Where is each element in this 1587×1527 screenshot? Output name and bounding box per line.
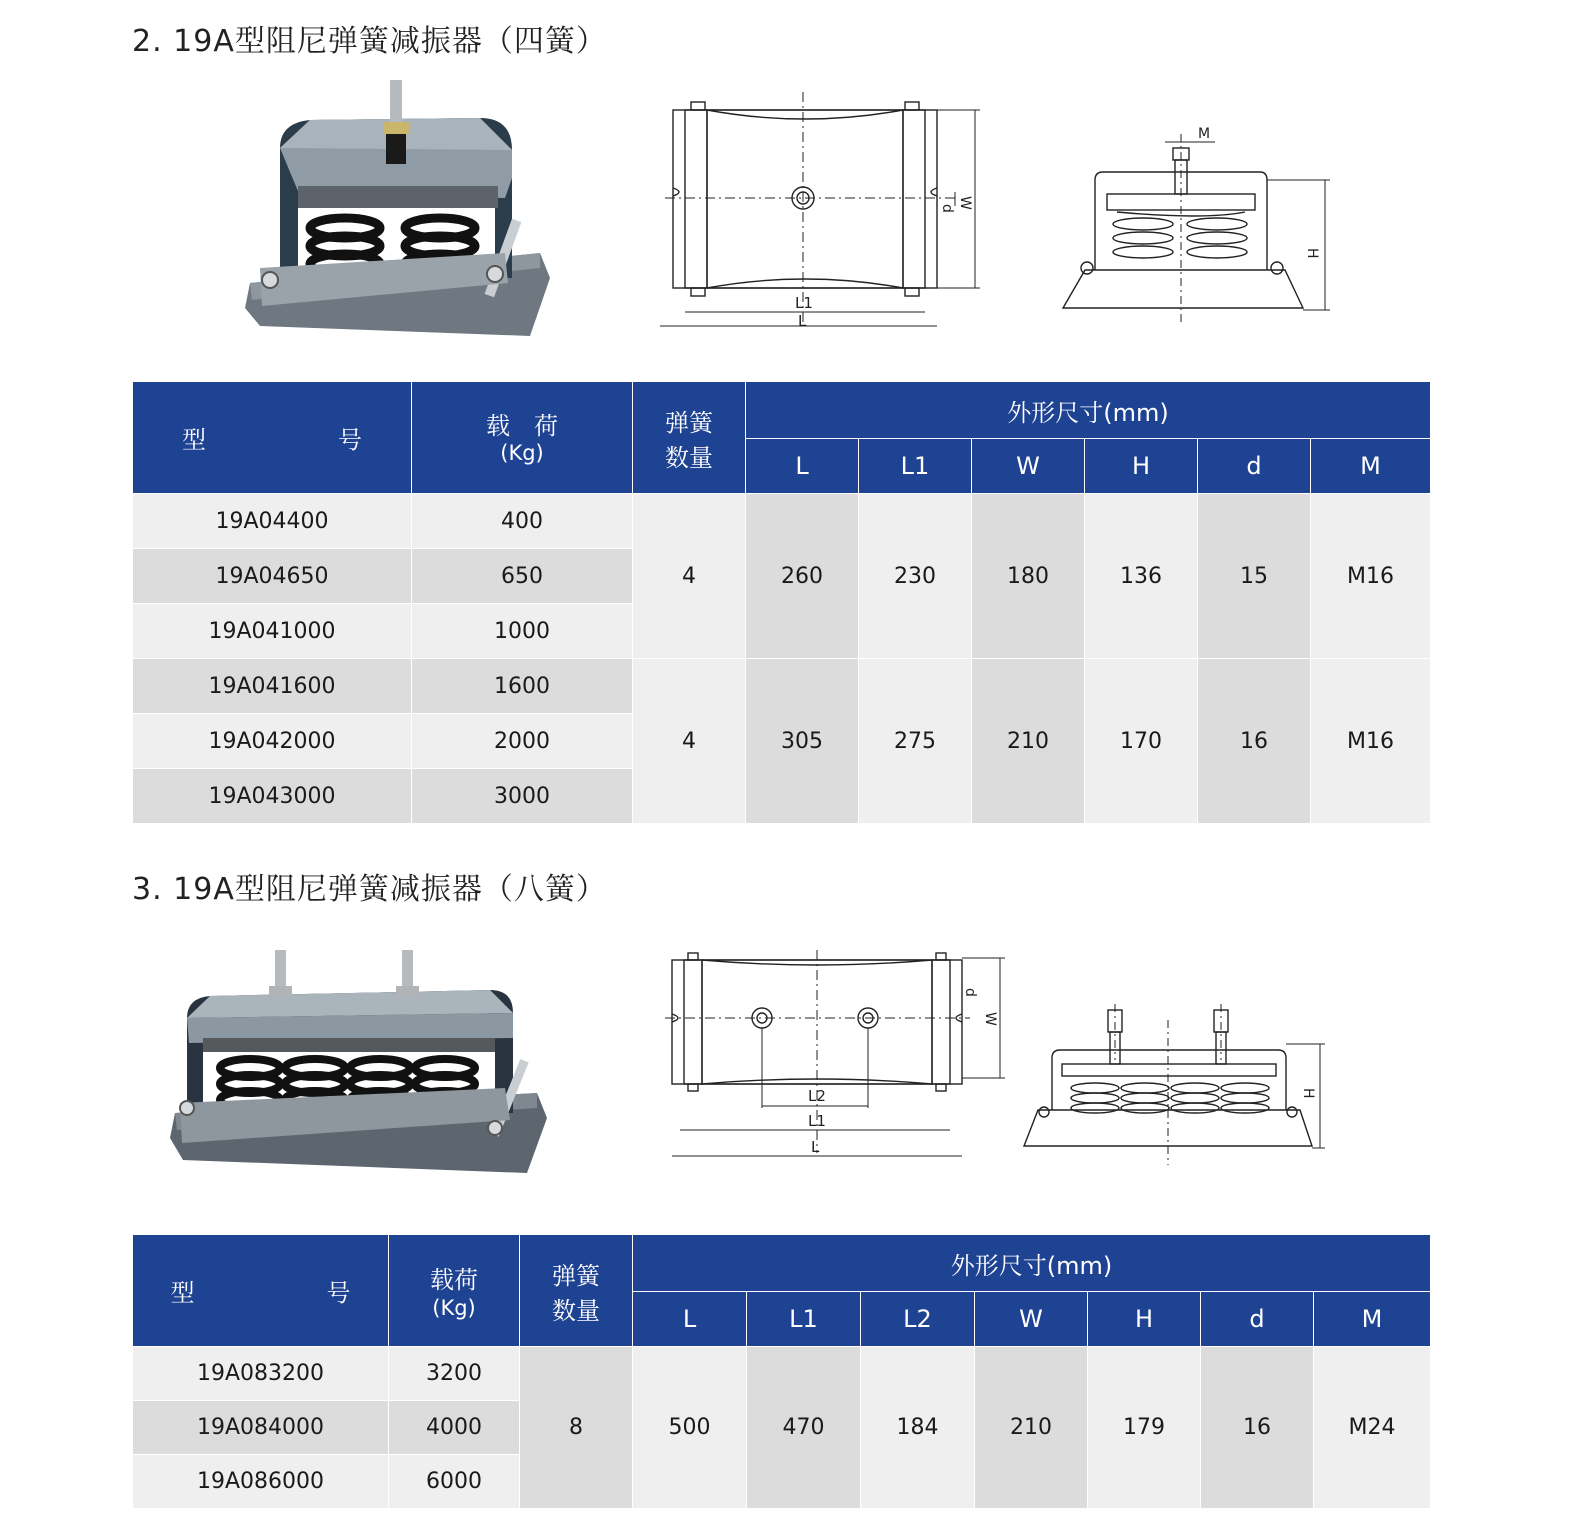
cell-dim-m: M16 [1311, 659, 1431, 824]
dim-label-l: L [798, 312, 807, 330]
header-dim-l2: L2 [861, 1292, 975, 1347]
cell-dim-l1: 470 [747, 1347, 861, 1509]
side-view-drawing-four-spring [1055, 120, 1345, 330]
cell-dim-d: 16 [1201, 1347, 1314, 1509]
header-dims: 外形尺寸(mm) [746, 382, 1431, 439]
header-springs: 弹簧 数量 [520, 1235, 633, 1347]
header-dims: 外形尺寸(mm) [633, 1235, 1431, 1292]
cell-dim-h: 170 [1085, 659, 1198, 824]
header-dim-d: d [1198, 439, 1311, 494]
cell-model: 19A04400 [133, 494, 412, 549]
dim-label-m: M [1198, 126, 1211, 142]
cell-load: 2000 [412, 714, 633, 769]
header-dim-m: M [1314, 1292, 1431, 1347]
dim-label-w: W [957, 196, 973, 210]
header-dim-d: d [1201, 1292, 1314, 1347]
section-title-eight-spring: 3. 19A型阻尼弹簧减振器（八簧） [132, 872, 607, 907]
cell-load: 3000 [412, 769, 633, 824]
cell-dim-d: 16 [1198, 659, 1311, 824]
table-row [133, 494, 1431, 549]
cell-model: 19A043000 [133, 769, 412, 824]
cell-dim-l: 260 [746, 494, 859, 659]
product-photo-eight-spring [165, 948, 565, 1178]
cell-load: 4000 [389, 1401, 520, 1455]
header-dim-h: H [1085, 439, 1198, 494]
cell-dim-w: 210 [975, 1347, 1088, 1509]
cell-model: 19A041600 [133, 659, 412, 714]
header-dim-h: H [1088, 1292, 1201, 1347]
dim-label-d: d [962, 988, 978, 997]
dim-label-l2: L2 [808, 1087, 826, 1105]
dim-label-d: d [939, 204, 955, 213]
cell-load: 400 [412, 494, 633, 549]
cell-load: 650 [412, 549, 633, 604]
cell-springs: 4 [633, 494, 746, 659]
cell-load: 1600 [412, 659, 633, 714]
header-load: 载 荷 (Kg) [412, 382, 633, 494]
header-dim-l1: L1 [747, 1292, 861, 1347]
cell-dim-w: 180 [972, 494, 1085, 659]
header-dim-l: L [633, 1292, 747, 1347]
top-view-drawing-eight-spring [660, 948, 1015, 1170]
header-springs: 弹簧 数量 [633, 382, 746, 494]
dim-label-l1: L1 [808, 1112, 826, 1130]
header-model: 型 号 [133, 1235, 389, 1347]
dim-label-h: H [1300, 1088, 1316, 1099]
cell-dim-l1: 275 [859, 659, 972, 824]
side-view-drawing-eight-spring [1020, 1000, 1360, 1168]
cell-load: 1000 [412, 604, 633, 659]
cell-dim-h: 136 [1085, 494, 1198, 659]
cell-model: 19A042000 [133, 714, 412, 769]
cell-load: 3200 [389, 1347, 520, 1401]
cell-dim-l: 500 [633, 1347, 747, 1509]
cell-load: 6000 [389, 1455, 520, 1509]
header-dim-w: W [972, 439, 1085, 494]
cell-model: 19A083200 [133, 1347, 389, 1401]
cell-dim-m: M24 [1314, 1347, 1431, 1509]
table-row [133, 659, 1431, 714]
dim-label-l1: L1 [795, 294, 813, 312]
dim-label-h: H [1304, 248, 1320, 259]
product-photo-four-spring [240, 78, 560, 340]
header-dim-m: M [1311, 439, 1431, 494]
cell-springs: 4 [633, 659, 746, 824]
table-row [133, 1347, 1431, 1401]
header-dim-l1: L1 [859, 439, 972, 494]
cell-dim-l1: 230 [859, 494, 972, 659]
header-dim-l: L [746, 439, 859, 494]
header-load: 载荷 (Kg) [389, 1235, 520, 1347]
dim-label-w: W [982, 1012, 998, 1026]
cell-model: 19A04650 [133, 549, 412, 604]
cell-dim-l: 305 [746, 659, 859, 824]
top-view-drawing-four-spring [655, 88, 995, 340]
cell-model: 19A086000 [133, 1455, 389, 1509]
section-title-four-spring: 2. 19A型阻尼弹簧减振器（四簧） [132, 24, 607, 59]
header-dim-w: W [975, 1292, 1088, 1347]
cell-dim-h: 179 [1088, 1347, 1201, 1509]
cell-model: 19A084000 [133, 1401, 389, 1455]
dim-label-l: L [811, 1138, 820, 1156]
spec-table-four-spring [132, 381, 1431, 824]
cell-springs: 8 [520, 1347, 633, 1509]
cell-dim-d: 15 [1198, 494, 1311, 659]
cell-dim-w: 210 [972, 659, 1085, 824]
cell-dim-m: M16 [1311, 494, 1431, 659]
spec-table-eight-spring [132, 1234, 1431, 1509]
cell-model: 19A041000 [133, 604, 412, 659]
header-model: 型 号 [133, 382, 412, 494]
cell-dim-l2: 184 [861, 1347, 975, 1509]
